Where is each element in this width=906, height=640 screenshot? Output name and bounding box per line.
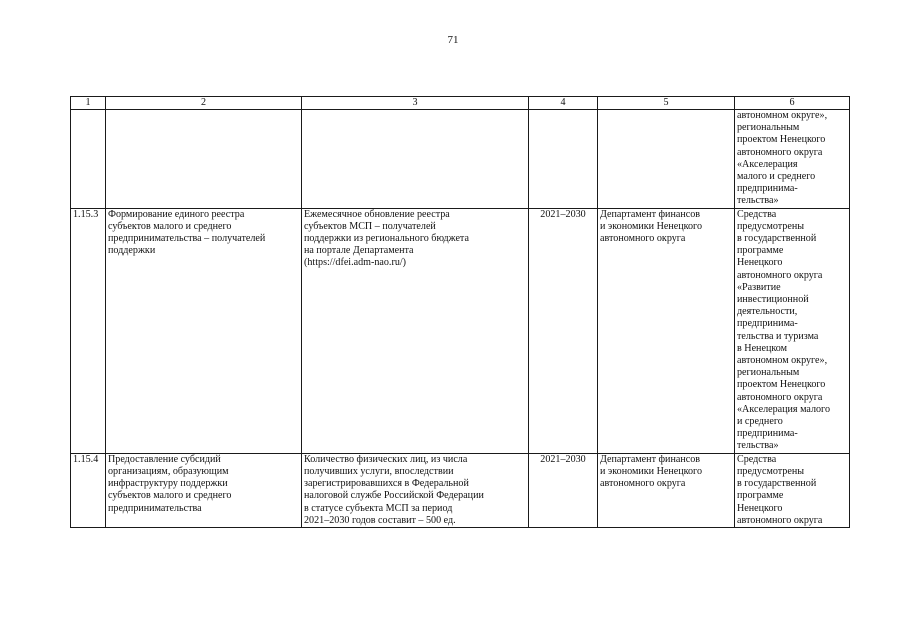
row-number: 1.15.3 bbox=[71, 208, 106, 453]
funding-source: Средства предусмотрены в государственной программе Ненецкого автономного округа bbox=[735, 453, 850, 527]
column-header: 6 bbox=[735, 97, 850, 110]
measure-name: Формирование единого реестра субъектов малого и среднего предпринимательства – получателей поддержки bbox=[106, 208, 302, 453]
row-number: 1.15.4 bbox=[71, 453, 106, 527]
measure-name bbox=[106, 110, 302, 209]
executor bbox=[598, 110, 735, 209]
row-number bbox=[71, 110, 106, 209]
executor: Департамент финансов и экономики Ненецкого автономного округа bbox=[598, 208, 735, 453]
column-header: 2 bbox=[106, 97, 302, 110]
funding-source: автономном округе», региональным проектом Ненецкого автономного округа «Акселерация малого и среднего предпринима- тельства» bbox=[735, 110, 850, 209]
expected-result bbox=[302, 110, 529, 209]
table-row bbox=[71, 110, 850, 209]
executor: Департамент финансов и экономики Ненецкого автономного округа bbox=[598, 453, 735, 527]
table-header-row bbox=[71, 97, 850, 110]
column-header: 4 bbox=[529, 97, 598, 110]
table-row bbox=[71, 208, 850, 453]
period bbox=[529, 110, 598, 209]
column-header: 5 bbox=[598, 97, 735, 110]
table-row bbox=[71, 453, 850, 527]
column-header: 1 bbox=[71, 97, 106, 110]
period: 2021–2030 bbox=[529, 208, 598, 453]
page-number: 71 bbox=[447, 34, 459, 46]
column-header: 3 bbox=[302, 97, 529, 110]
measure-name: Предоставление субсидий организациям, образующим инфраструктуру поддержки субъектов малого и среднего предпринимательства bbox=[106, 453, 302, 527]
period: 2021–2030 bbox=[529, 453, 598, 527]
expected-result: Ежемесячное обновление реестра субъектов МСП – получателей поддержки из регионального бюджета на портале Департамента (https://dfei.adm-nao.ru/) bbox=[302, 208, 529, 453]
measures-table bbox=[70, 96, 850, 528]
expected-result: Количество физических лиц, из числа получивших услуги, впоследствии зарегистрировавшихся в Федеральной налоговой службе Российской Федерации в статусе субъекта МСП за период 2021–2030 годов составит – 500 ед. bbox=[302, 453, 529, 527]
funding-source: Средства предусмотрены в государственной программе Ненецкого автономного округа «Развитие инвестиционной деятельности, предпринима- тельства и туризма в Ненецком автономном округе», региональным проектом Ненецкого автономного округа «Акселерация малого и среднего предпринима- тельства» bbox=[735, 208, 850, 453]
